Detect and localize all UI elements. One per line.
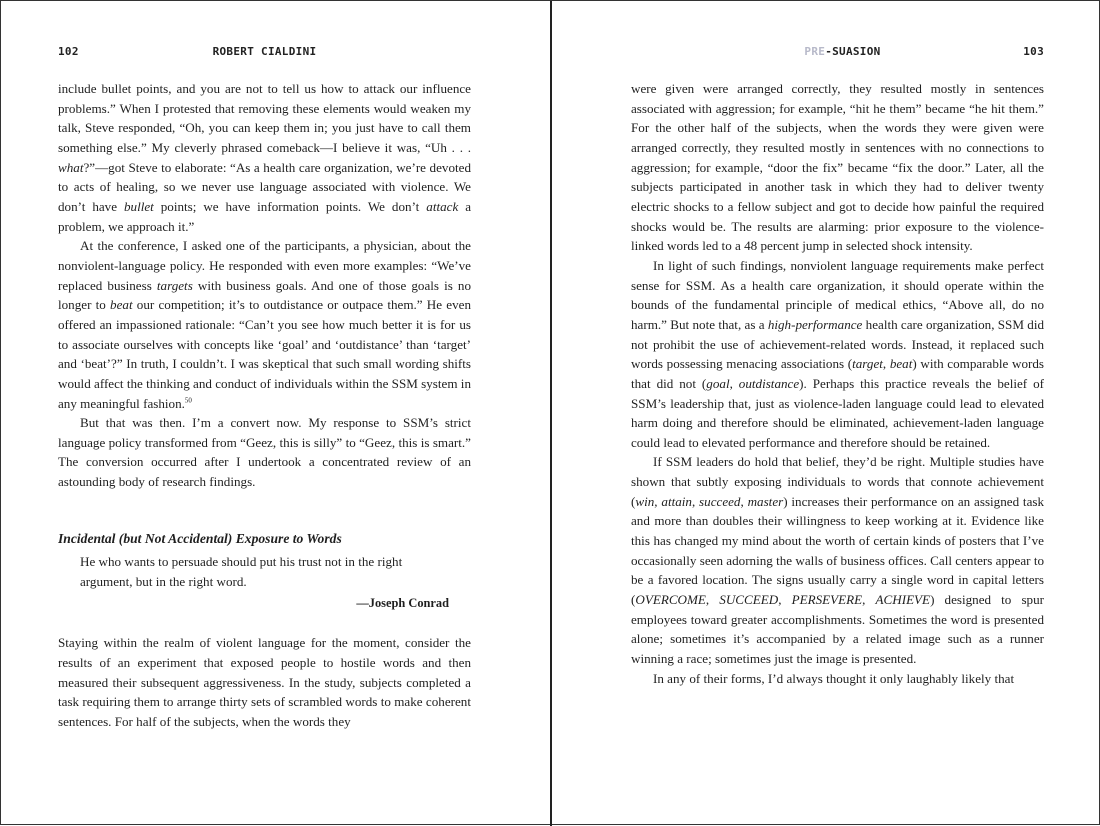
left-page <box>58 1 471 826</box>
left-paragraph-1: include bullet points, and you are not to tell us how to attack our influence problems.” When I protested that removing these elements would weaken my talk, Steve responded, “Oh, you can keep them in; you just have to call them something else.” My cleverly phrased comeback—I believe it was, “Uh . . . what?”—got Steve to elaborate: “As a health care organization, we’re devoted to acts of healing, so we never use language associated with violence. We don’t have bullet points; we have information points. We don’t attack a problem, we approach it.” <box>58 81 471 234</box>
left-paragraph-2: At the conference, I asked one of the participants, a physician, about the nonviolent-language policy. He responded with even more examples: “We’ve replaced business targets with business goals. And one of those goals is no longer to beat our competition; it’s to outdistance or outpace them.” He even offered an impassioned rationale: “Can’t you see how much better it is for us to associate ourselves with concepts like ‘goal’ and ‘outdistance’ than ‘target’ and ‘beat’?” In truth, I couldn’t. I was skeptical that such small wording shifts would affect the thinking and conduct of individuals within the SSM system in any meaningful fashion.$^{50}$ <box>58 238 471 411</box>
right-page <box>631 1 1044 826</box>
right-page-number: 103 <box>1023 45 1044 58</box>
section-heading: Incidental (but Not Accidental) Exposure to Words <box>58 530 342 546</box>
left-page-number: 102 <box>58 45 79 58</box>
running-title-accent: PRE <box>804 45 826 58</box>
epigraph-quote: He who wants to persuade should put his trust not in the right argument, but in the right word. <box>80 554 403 590</box>
footnote-marker: 50 <box>184 396 192 405</box>
left-paragraph-3: But that was then. I’m a convert now. My response to SSM’s strict language policy transformed from “Geez, this is silly” to “Geez, this is smart.” The conversion occurred after I undertook a concentrated review of an astounding body of research findings. <box>58 415 471 490</box>
page-gutter <box>550 1 552 826</box>
epigraph-attribution: —Joseph Conrad <box>356 595 449 610</box>
left-paragraph-4: Staying within the realm of violent language for the moment, consider the results of an experiment that exposed people to hostile words and then measured their subsequent aggressiveness. In the study, subjects completed a task requiring them to arrange thirty sets of scrambled words to make coherent sentences. For half of the subjects, when the words they <box>58 635 471 730</box>
left-running-title: ROBERT CIALDINI <box>212 45 317 58</box>
right-body-text <box>631 79 1044 688</box>
left-body-text <box>58 79 471 732</box>
right-paragraph-2: In light of such findings, nonviolent language requirements make perfect sense for SSM. As a health care organization, it should operate within the bounds of the fundamental principle of medical ethics, “Above all, do no harm.” But note that, as a high-performance health care organization, SSM did not prohibit the use of achievement-related words. Instead, it replaced such words possessing menacing associations (target, beat) with comparable words that did not (goal, outdistance). Perhaps this practice reveals the belief of SSM’s leadership that, just as violence-laden language could lead to elevated harm doing and therefore should be eliminated, achievement-laden language could lead to elevated performance and therefore should be retained. <box>631 257 1044 450</box>
right-paragraph-3: If SSM leaders do hold that belief, they’d be right. Multiple studies have shown that subtly exposing individuals to words that connote achievement (win, attain, succeed, master) increases their performance on an assigned task and more than doubles their willingness to keep working at it. Evidence like this has changed my mind about the worth of certain kinds of posters that I’ve occasionally seen adorning the walls of business offices. Call centers appear to be a favored location. The signs usually carry a single word in capital letters (OVERCOME, SUCCEED, PERSEVERE, ACHIEVE) designed to spur employees toward greater accomplishments. Sometimes the word is presented alone; sometimes it’s accompanied by a related image such as a runner winning a race; sometimes just the image is presented. <box>631 454 1044 667</box>
running-title-rest: -SUASION <box>825 45 881 58</box>
right-paragraph-4: In any of their forms, I’d always thought it only laughably likely that <box>653 670 1015 686</box>
right-running-head <box>631 45 1044 61</box>
left-running-head <box>58 45 471 61</box>
right-paragraph-1: were given were arranged correctly, they resulted mostly in sentences associated with aggression; for example, “hit he them” became “he hit them.” For the other half of the subjects, when the words they were given were arranged correctly, they resulted mostly in sentences with no connections to aggression; for example, “door the fix” became “fix the door.” Later, all the subjects participated in another task in which they had to deliver twenty electric shocks to a fellow subject and got to decide how painful the required shocks would be. The results are alarming: prior exposure to the violence-linked words led to a 48 percent jump in selected shock intensity. <box>631 81 1044 254</box>
right-running-title <box>631 45 1044 58</box>
